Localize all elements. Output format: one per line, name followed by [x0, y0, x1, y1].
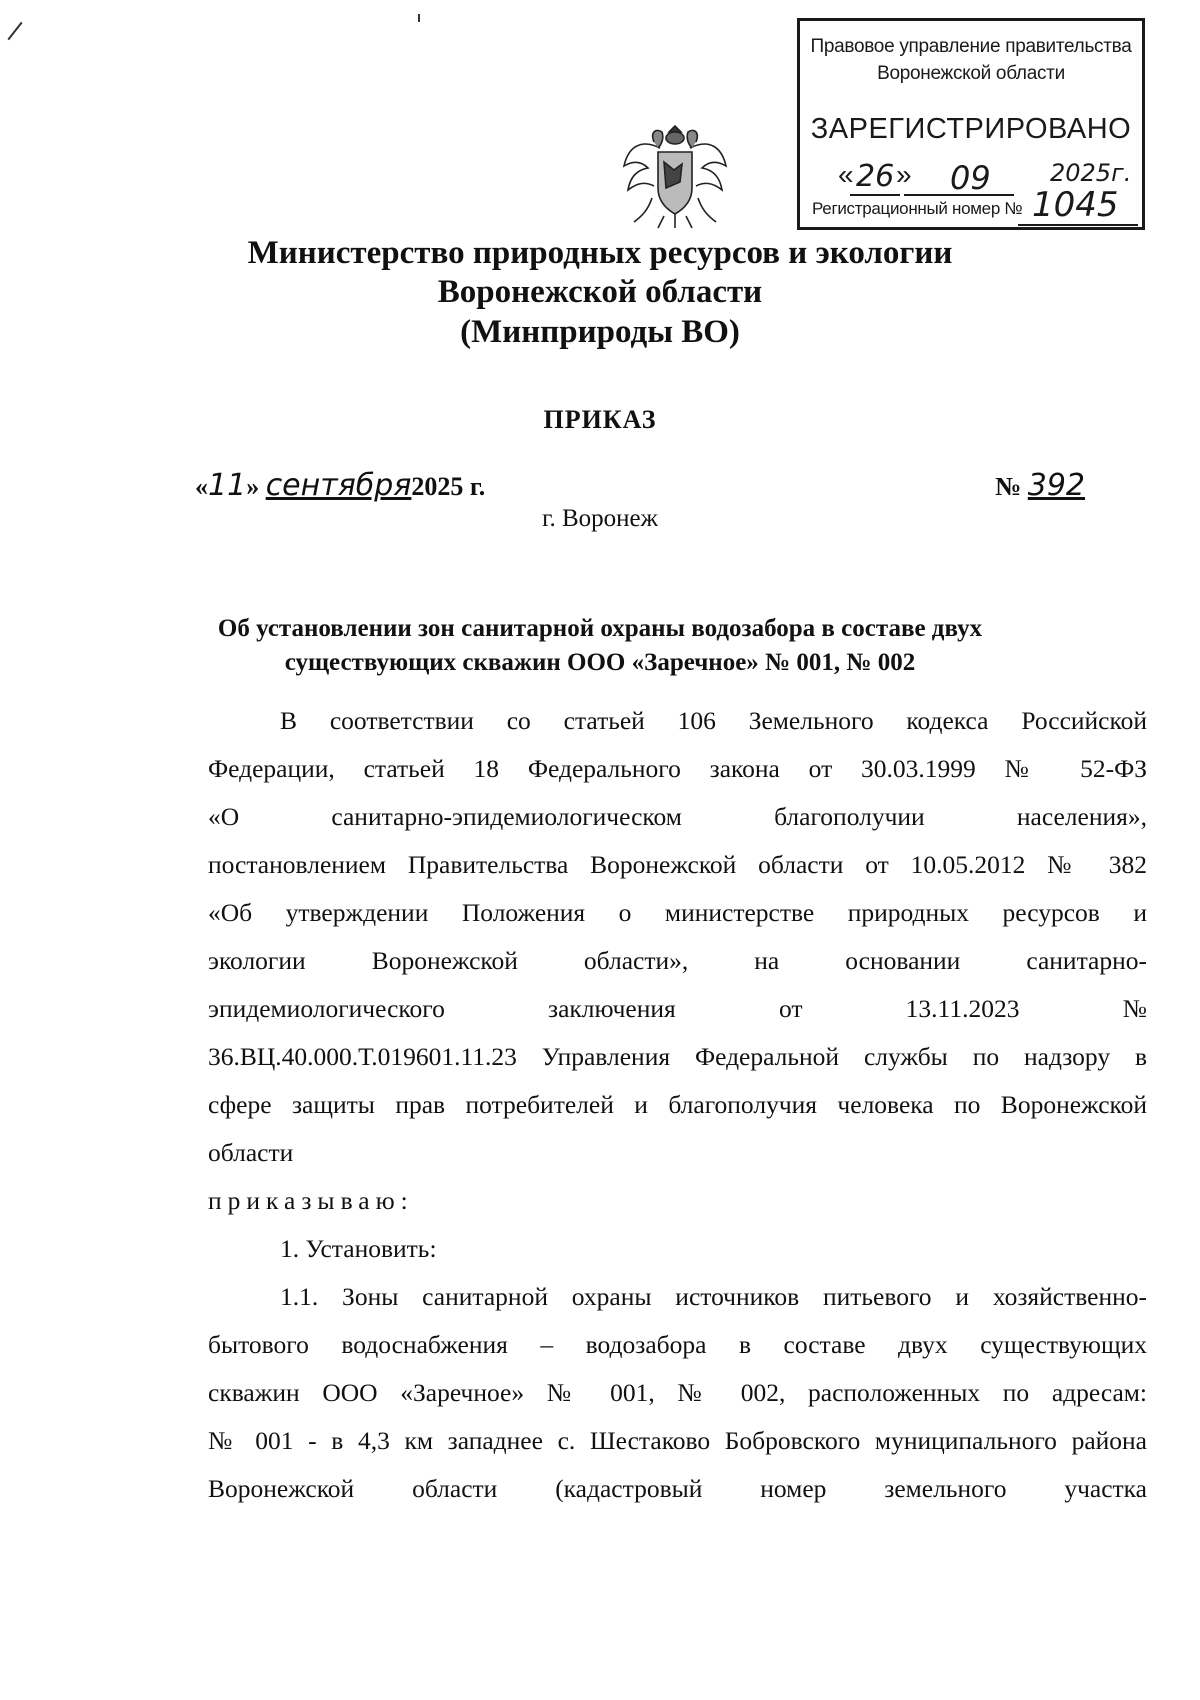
item-1: 1. Установить: — [280, 1234, 437, 1263]
order-number — [995, 468, 1085, 503]
stamp-quote-close: » — [896, 159, 912, 190]
order-number-value: 392 — [1027, 468, 1085, 503]
stamp-org-line1: Правовое управление правительства — [810, 36, 1132, 57]
ministry-name-line2: Воронежской области — [437, 274, 763, 310]
coat-of-arms-icon — [620, 118, 730, 233]
order-quote-close: » — [246, 472, 260, 501]
ministry-name-line1: Министерство природных ресурсов и экологии — [247, 235, 953, 271]
item-1-1-line: № 001 - в 4,3 км западнее с. Шестаково Бобровского муниципального района — [208, 1426, 1147, 1455]
stamp-day: 26 — [856, 159, 895, 194]
order-subject-line1: Об установлении зон санитарной охраны водозабора в составе двух — [217, 615, 983, 642]
stamp-underline — [904, 194, 1014, 196]
stamp-year: 2025г. — [1050, 159, 1132, 187]
registration-stamp — [797, 18, 1145, 230]
order-month: сентября — [265, 468, 412, 503]
preamble-line: сфере защиты прав потребителей и благополучия человека по Воронежской — [208, 1090, 1147, 1119]
preamble-line: «О санитарно-эпидемиологическом благополучии населения», — [208, 802, 1147, 831]
preamble-line: эпидемиологического заключения от 13.11.2023 № — [208, 994, 1147, 1023]
stamp-month: 09 — [950, 159, 991, 197]
preamble-line: В соответствии со статьей 106 Земельного кодекса Российской — [280, 706, 1147, 735]
item-1-1-line: скважин ООО «Заречное» № 001, № 002, расположенных по адресам: — [208, 1378, 1147, 1407]
scan-mark — [418, 14, 420, 22]
order-title: ПРИКАЗ — [543, 405, 657, 434]
order-city: г. Воронеж — [542, 505, 658, 532]
stamp-underline — [1018, 224, 1138, 226]
preamble-line: 36.ВЦ.40.000.Т.019601.11.23 Управления Федеральной службы по надзору в — [208, 1042, 1147, 1071]
stamp-underline — [850, 194, 900, 196]
order-quote-open: « — [195, 472, 208, 501]
order-number-sign: № — [995, 472, 1022, 501]
item-1-1-line: бытового водоснабжения – водозабора в составе двух существующих — [208, 1330, 1147, 1359]
order-subject-line2: существующих скважин ООО «Заречное» № 001, № 002 — [284, 649, 916, 676]
stamp-reg-label: Регистрационный номер № — [812, 199, 1023, 218]
stamp-organization — [800, 33, 1142, 87]
preamble-line: постановлением Правительства Воронежской области от 10.05.2012 № 382 — [208, 850, 1147, 879]
stamp-status: ЗАРЕГИСТРИРОВАНО — [810, 113, 1132, 145]
preamble-line: Федерации, статьей 18 Федерального закона от 30.03.1999 № 52-ФЗ — [208, 754, 1147, 783]
item-1-1-line: 1.1. Зоны санитарной охраны источников питьевого и хозяйственно- — [280, 1282, 1147, 1311]
preamble-line: «Об утверждении Положения о министерстве природных ресурсов и — [208, 898, 1147, 927]
item-1-1-line: Воронежской области (кадастровый номер земельного участка — [208, 1474, 1147, 1503]
decree-word: приказываю: — [208, 1186, 414, 1215]
preamble-line: экологии Воронежской области», на основании санитарно- — [208, 946, 1147, 975]
scan-mark — [7, 22, 22, 41]
stamp-quote-open: « — [838, 159, 854, 190]
preamble-line: области — [208, 1138, 294, 1167]
order-date — [195, 468, 485, 503]
order-preamble — [208, 697, 1147, 1513]
stamp-reg-number: 1045 — [1032, 185, 1119, 225]
stamp-org-line2: Воронежской области — [877, 63, 1065, 84]
order-year: 2025 г. — [411, 472, 486, 501]
order-day: 11 — [208, 468, 247, 503]
ministry-abbreviation: (Минприроды ВО) — [460, 314, 740, 350]
